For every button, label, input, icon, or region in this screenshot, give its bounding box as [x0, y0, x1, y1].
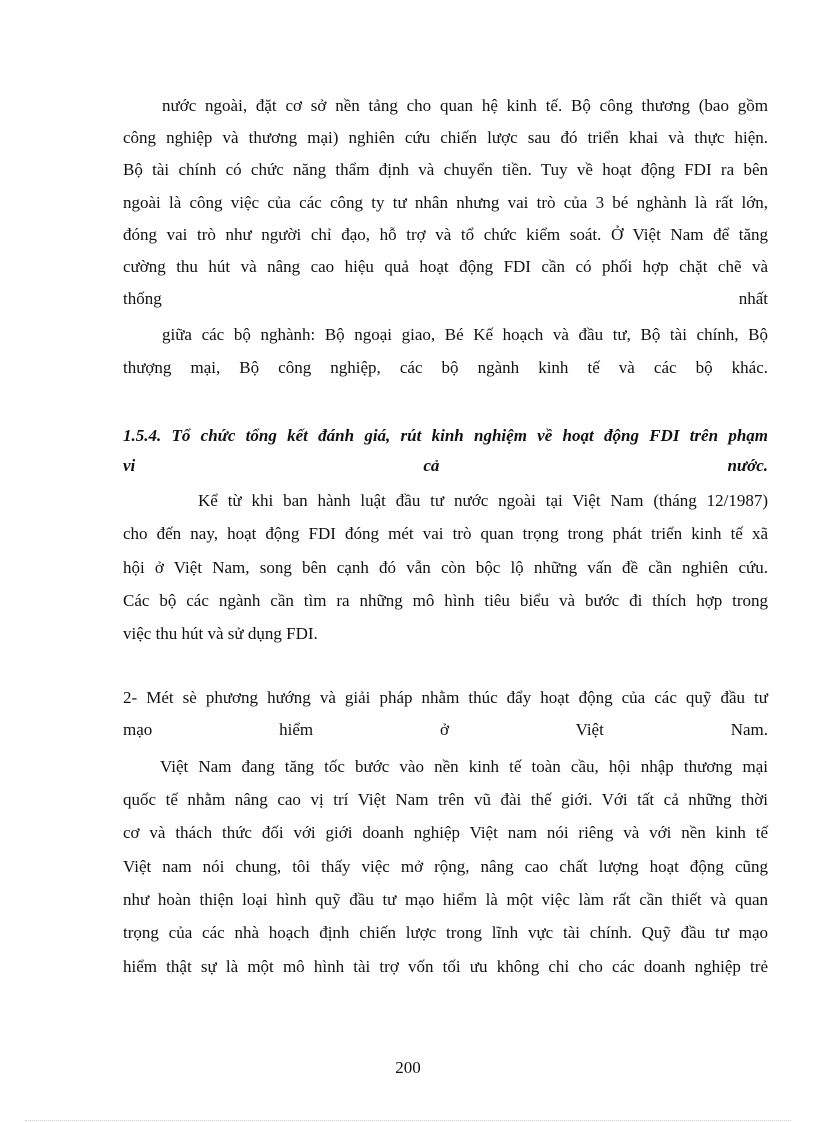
- page-number: 200: [395, 1058, 421, 1077]
- para1-line-2: công nghiệp và thương mại) nghiên cứu chiến lược sau đó triển khai và thực hiện.: [123, 128, 768, 147]
- para1-line-7: thống nhất: [123, 289, 768, 308]
- para3-line-2: quốc tế nhằm nâng cao vị trí Việt Nam trên vũ đài thế giới. Với tất cả những thời: [123, 790, 768, 809]
- para1-line-8: giữa các bộ nghành: Bộ ngoại giao, Bé Kế hoạch và đầu tư, Bộ tài chính, Bộ: [162, 325, 768, 344]
- para3-line-1: Việt Nam đang tăng tốc bước vào nền kinh tế toàn cầu, hội nhập thương mại: [160, 757, 768, 776]
- para1-line-1: nước ngoài, đặt cơ sở nền tảng cho quan hệ kinh tế. Bộ công thương (bao gồm: [162, 96, 768, 115]
- para1-line-4: ngoài là công việc của các công ty tư nhân nhưng vai trò của 3 bé nghành là rất lớn,: [123, 193, 768, 212]
- para1-line-5: đóng vai trò như người chỉ đạo, hỗ trợ và tổ chức kiểm soát. Ở Việt Nam để tăng: [123, 225, 768, 244]
- para3-line-4: Việt nam nói chung, tôi thấy việc mở rộng, nâng cao chất lượng hoạt động cũng: [123, 857, 768, 876]
- section2-heading-line-1: 2- Mét sè phương hướng và giải pháp nhằm thúc đẩy hoạt động của các quỹ đầu tư: [123, 688, 768, 707]
- para2-line-2: cho đến nay, hoạt động FDI đóng mét vai trò quan trọng trong phát triển kinh tế xã: [123, 524, 768, 543]
- para2-line-4: Các bộ các ngành cần tìm ra những mô hình tiêu biểu và bước đi thích hợp trong: [123, 591, 768, 610]
- para1-line-6: cường thu hút và nâng cao hiệu quả hoạt động FDI cần có phối hợp chặt chẽ và: [123, 257, 768, 276]
- page-bottom-divider: [25, 1120, 791, 1121]
- para2-line-5: việc thu hút và sử dụng FDI.: [123, 624, 318, 643]
- para1-line-9: thượng mại, Bộ công nghiệp, các bộ ngành kinh tế và các bộ khác.: [123, 358, 768, 377]
- section-heading-line-1: 1.5.4. Tổ chức tổng kết đánh giá, rút kinh nghiệm về hoạt động FDI trên phạm: [123, 426, 768, 445]
- para3-line-3: cơ và thách thức đối với giới doanh nghiệp Việt nam nói riêng và với nền kinh tế: [123, 823, 768, 842]
- para2-line-1: Kể từ khi ban hành luật đầu tư nước ngoài tại Việt Nam (tháng 12/1987): [198, 491, 768, 510]
- para3-line-5: như hoàn thiện loại hình quỹ đầu tư mạo hiểm là một việc làm rất cần thiết và quan: [123, 890, 768, 909]
- para3-line-7: hiểm thật sự là một mô hình tài trợ vốn tối ưu không chỉ cho các doanh nghiệp trẻ: [123, 957, 768, 976]
- para1-line-3: Bộ tài chính có chức năng thẩm định và chuyển tiền. Tuy về hoạt động FDI ra bên: [123, 160, 768, 179]
- para2-line-3: hội ở Việt Nam, song bên cạnh đó vẫn còn bộc lộ những vấn đề cần nghiên cứu.: [123, 558, 768, 577]
- section2-heading-line-2: mạo hiểm ở Việt Nam.: [123, 720, 768, 739]
- section-heading-line-2: vi cả nước.: [123, 456, 768, 475]
- para3-line-6: trọng của các nhà hoạch định chiến lược trong lĩnh vực tài chính. Quỹ đầu tư mạo: [123, 923, 768, 942]
